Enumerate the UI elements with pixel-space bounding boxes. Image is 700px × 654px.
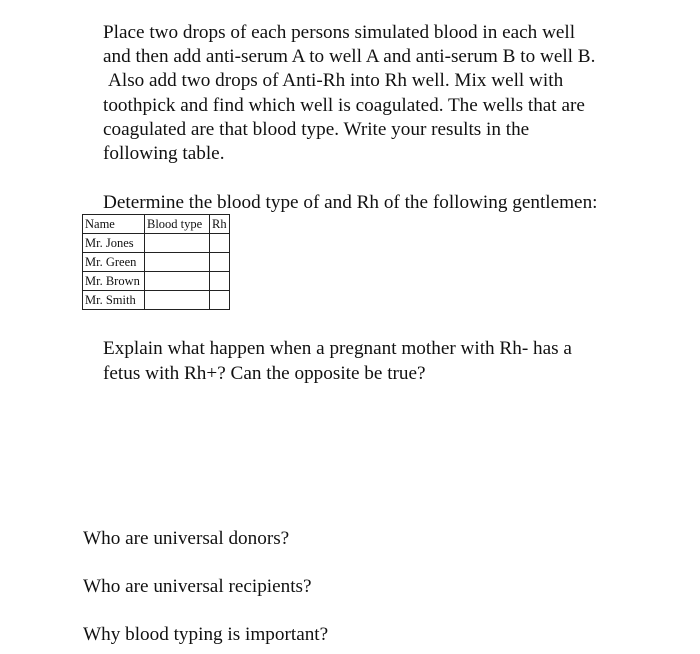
explain-line: fetus with Rh+? Can the opposite be true? <box>103 362 426 384</box>
cell-name: Mr. Smith <box>83 291 145 310</box>
cell-rh[interactable] <box>210 234 230 253</box>
instructions-line: toothpick and find which well is coagulated. The wells that are <box>103 94 585 116</box>
cell-blood-type[interactable] <box>145 291 210 310</box>
cell-blood-type[interactable] <box>145 272 210 291</box>
question-universal-recipients: Who are universal recipients? <box>83 576 312 597</box>
cell-name: Mr. Green <box>83 253 145 272</box>
instructions-line: coagulated are that blood type. Write your results in the <box>103 118 530 140</box>
cell-blood-type[interactable] <box>145 253 210 272</box>
instructions-line: Also add two drops of Anti-Rh into Rh well. Mix well with <box>108 70 564 92</box>
header-rh: Rh <box>210 215 230 234</box>
header-blood-type: Blood type <box>145 215 210 234</box>
instructions-line: and then add anti-serum A to well A and anti-serum B to well B. <box>103 46 596 68</box>
determine-prompt: Determine the blood type of and Rh of the following gentlemen: <box>103 192 598 213</box>
table-row <box>83 272 230 291</box>
cell-rh[interactable] <box>210 291 230 310</box>
cell-rh[interactable] <box>210 272 230 291</box>
question-universal-donors: Who are universal donors? <box>83 528 290 549</box>
cell-blood-type[interactable] <box>145 234 210 253</box>
cell-name: Mr. Brown <box>83 272 145 291</box>
instructions-paragraph <box>103 21 663 166</box>
table-row <box>83 253 230 272</box>
cell-name: Mr. Jones <box>83 234 145 253</box>
table-row <box>83 291 230 310</box>
cell-rh[interactable] <box>210 253 230 272</box>
table-header-row <box>83 215 230 234</box>
instructions-line: following table. <box>103 143 225 165</box>
table-row <box>83 234 230 253</box>
header-name: Name <box>83 215 145 234</box>
explain-line: Explain what happen when a pregnant mother with Rh- has a <box>103 338 572 359</box>
blood-type-table <box>82 214 230 310</box>
explain-question <box>103 337 572 386</box>
instructions-line: Place two drops of each persons simulated blood in each well <box>103 22 576 43</box>
question-blood-typing-importance: Why blood typing is important? <box>83 624 329 645</box>
